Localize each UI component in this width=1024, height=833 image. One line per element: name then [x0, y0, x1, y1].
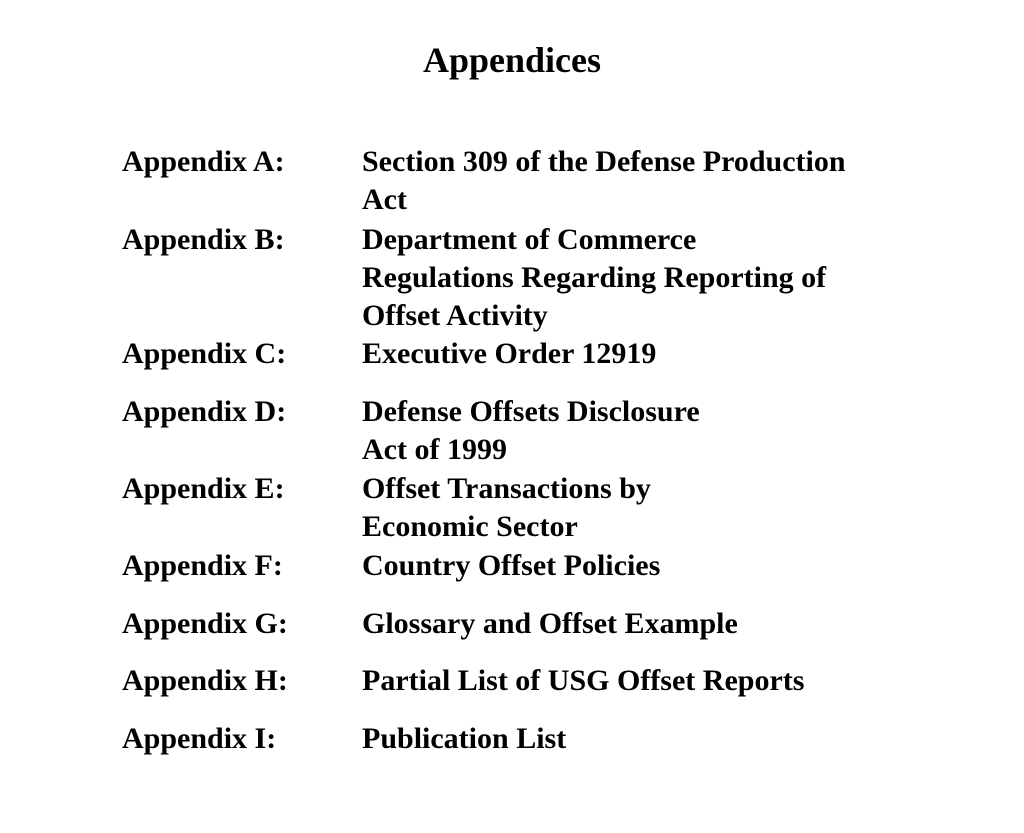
- appendix-label: Appendix H:: [122, 664, 288, 697]
- appendix-title: [362, 662, 922, 700]
- appendix-title: [362, 547, 922, 585]
- appendix-title: [362, 720, 922, 758]
- appendix-title: [362, 143, 922, 219]
- appendix-title: [362, 393, 922, 469]
- appendix-title: [362, 605, 922, 643]
- appendix-title-line: Section 309 of the Defense Production: [362, 145, 846, 178]
- appendix-label: Appendix C:: [122, 337, 287, 370]
- appendix-title-line: Economic Sector: [362, 510, 578, 543]
- appendix-title-line: Glossary and Offset Example: [362, 607, 738, 640]
- appendix-label: Appendix E:: [122, 472, 285, 505]
- appendix-title-line: Publication List: [362, 722, 567, 755]
- appendix-label: Appendix D:: [122, 395, 287, 428]
- appendix-title: [362, 221, 922, 335]
- appendix-title-line: Department of Commerce: [362, 223, 697, 256]
- appendix-label: Appendix G:: [122, 607, 288, 640]
- appendix-label: Appendix I:: [122, 722, 277, 755]
- appendix-title-line: Partial List of USG Offset Reports: [362, 664, 805, 697]
- page-title: Appendices: [422, 40, 602, 80]
- appendix-title-line: Act of 1999: [362, 433, 507, 466]
- appendix-title-line: Executive Order 12919: [362, 337, 657, 370]
- appendix-title-line: Act: [362, 183, 407, 216]
- appendix-title-line: Defense Offsets Disclosure: [362, 395, 700, 428]
- appendix-title-line: Country Offset Policies: [362, 549, 661, 582]
- appendix-title: [362, 335, 922, 373]
- appendix-label: Appendix A:: [122, 145, 285, 178]
- appendix-title: [362, 470, 922, 546]
- appendix-title-line: Offset Activity: [362, 299, 548, 332]
- appendix-label: Appendix B:: [122, 223, 285, 256]
- appendix-title-line: Regulations Regarding Reporting of: [362, 261, 827, 294]
- appendix-label: Appendix F:: [122, 549, 283, 582]
- appendix-title-line: Offset Transactions by: [362, 472, 651, 505]
